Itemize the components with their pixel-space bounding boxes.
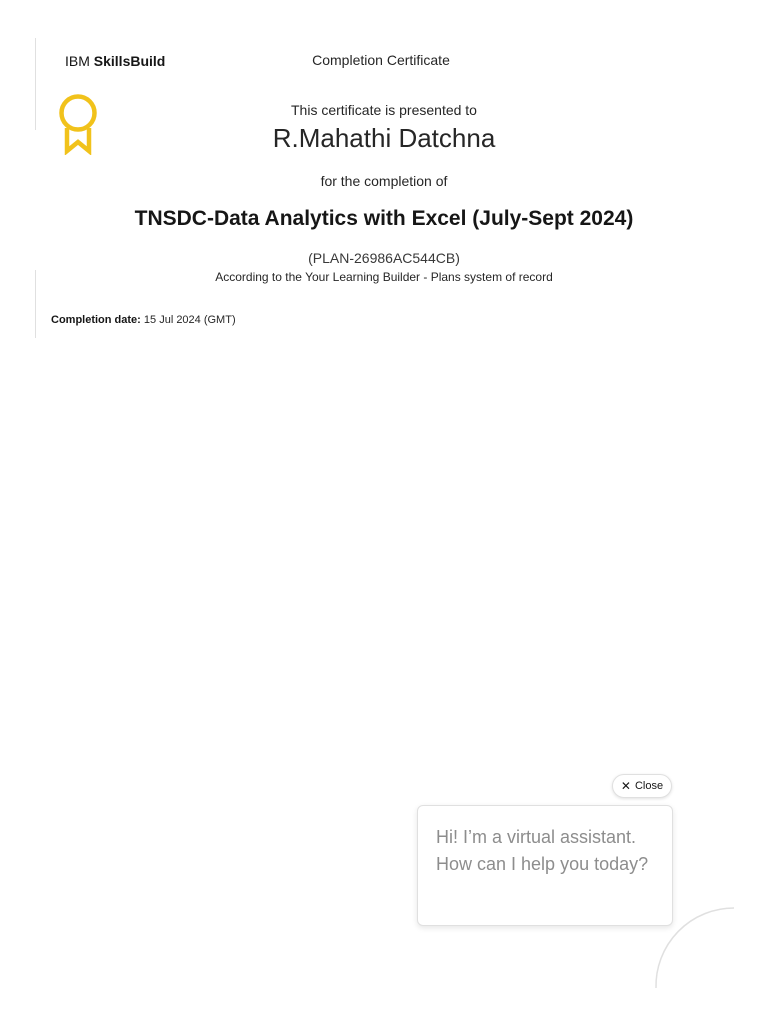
completion-date-label: Completion date: [51,314,141,326]
assistant-greeting-bubble[interactable] [417,805,673,926]
presented-to-label: This certificate is presented to [291,102,477,118]
close-label: Close [634,780,664,792]
assistant-greeting: Hi! I’m a virtual assistant. How can I help you today? [436,827,649,874]
chat-launcher-icon[interactable] [650,900,740,995]
recipient-name: R.Mahathi Datchna [272,123,496,153]
completion-of-label: for the completion of [320,173,448,189]
close-icon: ✕ [620,779,631,793]
brand-prefix: IBM [65,53,90,69]
page-title: Completion Certificate [312,52,450,68]
record-note: According to the Your Learning Builder - Plans system of record [215,270,553,284]
course-title: TNSDC-Data Analytics with Excel (July-Sept 2024) [134,207,634,230]
completion-date-value: 15 Jul 2024 (GMT) [143,314,236,326]
completion-date [51,313,236,328]
assistant-close-button[interactable] [612,774,672,798]
brand-name: SkillsBuild [93,53,166,69]
plan-id: (PLAN-26986AC544CB) [308,250,460,266]
